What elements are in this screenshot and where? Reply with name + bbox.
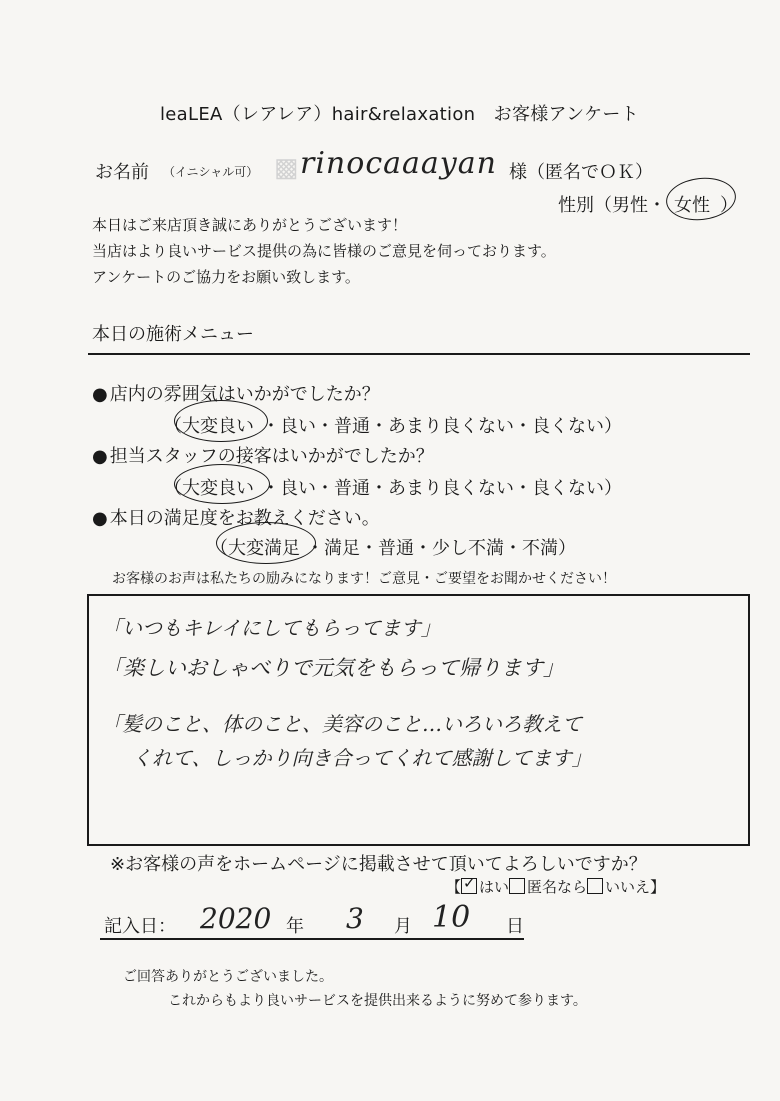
date-underline: [100, 938, 524, 940]
answer-1-rest: ・良い・普通・あまり良くない・良くない）: [262, 416, 622, 437]
comment-prompt: お客様のお声は私たちの励みになります！ご意見・ご要望をお聞かせください！: [112, 571, 616, 587]
date-year-unit: 年: [286, 916, 304, 937]
name-label: お名前: [95, 162, 149, 183]
date-month: 3: [346, 902, 364, 935]
name-scribble: ▩: [274, 152, 297, 182]
gender-close: ）: [720, 195, 738, 216]
comment-line-4: くれて、しっかり向き合ってくれて感謝してます」: [132, 746, 592, 770]
answer-3-open: （: [210, 538, 228, 559]
intro-line-2: 当店はより良いサービス提供の為に皆様のご意見を伺っております。: [92, 242, 556, 260]
answer-2-selected: 大変良い: [182, 478, 254, 499]
answer-1-selected: 大変良い: [182, 416, 254, 437]
checkbox-yes[interactable]: [461, 878, 477, 894]
answer-3-rest: ・満足・普通・少し不満・不満）: [306, 538, 576, 559]
footer-line-1: ご回答ありがとうございました。: [123, 969, 333, 985]
answer-1-open: （: [164, 416, 182, 437]
menu-divider: [88, 353, 750, 355]
comment-line-3: 「髪のこと、体のこと、美容のこと…いろいろ教えて: [102, 712, 582, 736]
answer-3-circle: [216, 522, 316, 564]
answer-2-rest: ・良い・普通・あまり良くない・良くない）: [262, 478, 622, 499]
answer-1-circle: [174, 400, 268, 442]
question-3-text: 本日の満足度をお教えください。: [109, 508, 380, 529]
footer-line-2: これからもより良いサービスを提供出来るように努めて参ります。: [168, 993, 587, 1009]
question-1-text: 店内の雰囲気はいかがでしたか？: [109, 384, 380, 405]
gender-label: 性別（男性・: [558, 195, 666, 216]
name-value: rinocaaayan: [300, 146, 497, 181]
gender-selected: 女性: [674, 195, 710, 216]
option-anonymous-label: 匿名なら: [527, 878, 588, 896]
page-title: leaLEA（レアレア）hair&relaxation お客様アンケート: [160, 104, 639, 125]
date-day-unit: 日: [506, 916, 524, 937]
answer-2-open: （: [164, 478, 182, 499]
permission-question: ※お客様の声をホームページに掲載させて頂いてよろしいですか？: [110, 854, 647, 875]
bullet-icon: ●: [92, 508, 108, 529]
permission-close: 】: [650, 878, 666, 896]
comment-line-2: 「楽しいおしゃべりで元気をもらって帰ります」: [102, 656, 564, 680]
answer-3-selected: 大変満足: [228, 538, 300, 559]
menu-section-label: 本日の施術メニュー: [92, 324, 254, 345]
bullet-icon: ●: [92, 384, 108, 405]
option-no-label: いいえ: [605, 878, 651, 896]
bullet-icon: ●: [92, 446, 108, 467]
checkbox-no[interactable]: [587, 878, 603, 894]
name-suffix: 様（匿名でＯＫ）: [509, 162, 653, 183]
question-2-text: 担当スタッフの接客はいかがでしたか？: [109, 446, 434, 467]
checkbox-anonymous[interactable]: [509, 878, 525, 894]
date-label: 記入日：: [104, 916, 176, 937]
intro-line-3: アンケートのご協力をお願い致します。: [92, 268, 360, 286]
intro-line-1: 本日はご来店頂き誠にありがとうございます！: [92, 216, 408, 234]
comment-line-1: 「いつもキレイにしてもらってます」: [102, 616, 441, 640]
permission-options: [446, 876, 665, 897]
option-yes-label: はい: [479, 878, 510, 896]
question-2: [92, 442, 434, 468]
date-month-unit: 月: [394, 916, 412, 937]
permission-open: 【: [446, 878, 462, 896]
answer-2-circle: [174, 464, 270, 504]
name-note: （イニシャル可）: [163, 165, 259, 179]
date-day: 10: [432, 900, 471, 935]
date-year: 2020: [200, 902, 272, 935]
